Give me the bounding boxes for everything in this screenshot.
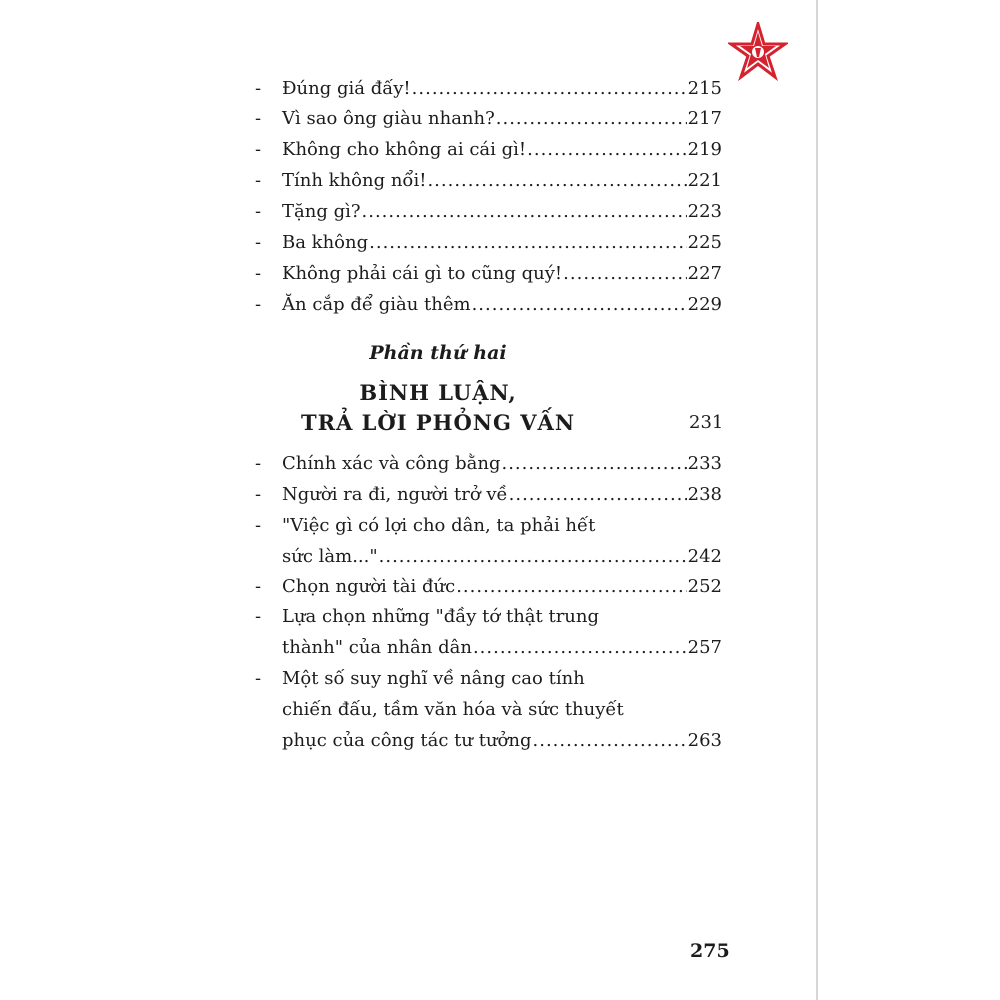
entry-dash: - — [255, 294, 262, 315]
entry-title: Đúng giá đấy! — [282, 78, 411, 99]
entry-title-line1: Một số suy nghĩ về nâng cao tính — [282, 668, 585, 689]
entry-page-number: 223 — [687, 201, 722, 222]
entry-title-line2: sức làm..." — [282, 546, 378, 567]
entry-page-number: 233 — [687, 453, 722, 474]
page-number: 275 — [690, 940, 730, 962]
entry-dash: - — [255, 263, 262, 284]
entry-page-number: 252 — [687, 576, 722, 597]
entry-title-line2: chiến đấu, tầm văn hóa và sức thuyết — [282, 699, 624, 720]
leader-dots — [427, 166, 686, 196]
leader-dots — [472, 290, 687, 320]
entry-dash: - — [255, 484, 262, 505]
entry-dash: - — [255, 170, 262, 191]
entry-page-number: 227 — [687, 263, 722, 284]
entry-dash: - — [255, 668, 262, 689]
background-margin — [818, 0, 1000, 1000]
entry-title: Tặng gì? — [282, 201, 361, 222]
entry-page-number: 229 — [687, 294, 722, 315]
leader-dots — [501, 449, 686, 479]
leader-dots — [412, 74, 687, 104]
entry-title: Chính xác và công bằng — [282, 453, 501, 474]
entry-title-line1: "Việc gì có lợi cho dân, ta phải hết — [282, 515, 596, 536]
entry-page-number: 217 — [687, 108, 722, 129]
entry-title-line3: phục của công tác tư tưởng — [282, 730, 532, 751]
leader-dots — [563, 259, 686, 289]
entry-page-number: 225 — [687, 232, 722, 253]
entry-page-number: 263 — [687, 730, 722, 751]
entry-dash: - — [255, 515, 262, 536]
leader-dots — [362, 197, 687, 227]
entry-title: Không phải cái gì to cũng quý! — [282, 263, 563, 284]
entry-dash: - — [255, 139, 262, 160]
entry-dash: - — [255, 576, 262, 597]
section-title-line2: TRẢ LỜI PHỎNG VẤN — [300, 410, 576, 435]
entry-dash: - — [255, 108, 262, 129]
entry-dash: - — [255, 78, 262, 99]
part-label: Phần thứ hai — [369, 342, 507, 364]
leader-dots — [473, 633, 687, 663]
entry-dash: - — [255, 232, 262, 253]
entry-dash: - — [255, 606, 262, 627]
entry-page-number: 215 — [687, 78, 722, 99]
entry-page-number: 238 — [687, 484, 722, 505]
entry-page-number: 221 — [687, 170, 722, 191]
leader-dots — [509, 480, 687, 510]
leader-dots — [379, 542, 687, 572]
leader-dots — [527, 135, 687, 165]
entry-title: Chọn người tài đức — [282, 576, 456, 597]
entry-page-number: 257 — [687, 637, 722, 658]
leader-dots — [533, 726, 687, 756]
entry-dash: - — [255, 453, 262, 474]
leader-dots — [456, 572, 686, 602]
entry-title: Vì sao ông giàu nhanh? — [282, 108, 495, 129]
publisher-star-logo-icon — [728, 22, 788, 82]
entry-dash: - — [255, 201, 262, 222]
section-title-line1: BÌNH LUẬN, — [359, 380, 517, 405]
entry-title: Người ra đi, người trở về — [282, 484, 508, 505]
entry-title: Không cho không ai cái gì! — [282, 139, 527, 160]
leader-dots — [496, 104, 687, 134]
entry-title: Ăn cắp để giàu thêm — [282, 294, 471, 315]
entry-title-line2: thành" của nhân dân — [282, 637, 472, 658]
section-page-number: 231 — [689, 412, 724, 433]
entry-page-number: 242 — [687, 546, 722, 567]
entry-title: Tính không nổi! — [282, 170, 427, 191]
entry-title: Ba không — [282, 232, 369, 253]
leader-dots — [369, 228, 687, 258]
entry-title-line1: Lựa chọn những "đầy tớ thật trung — [282, 606, 600, 627]
entry-page-number: 219 — [687, 139, 722, 160]
